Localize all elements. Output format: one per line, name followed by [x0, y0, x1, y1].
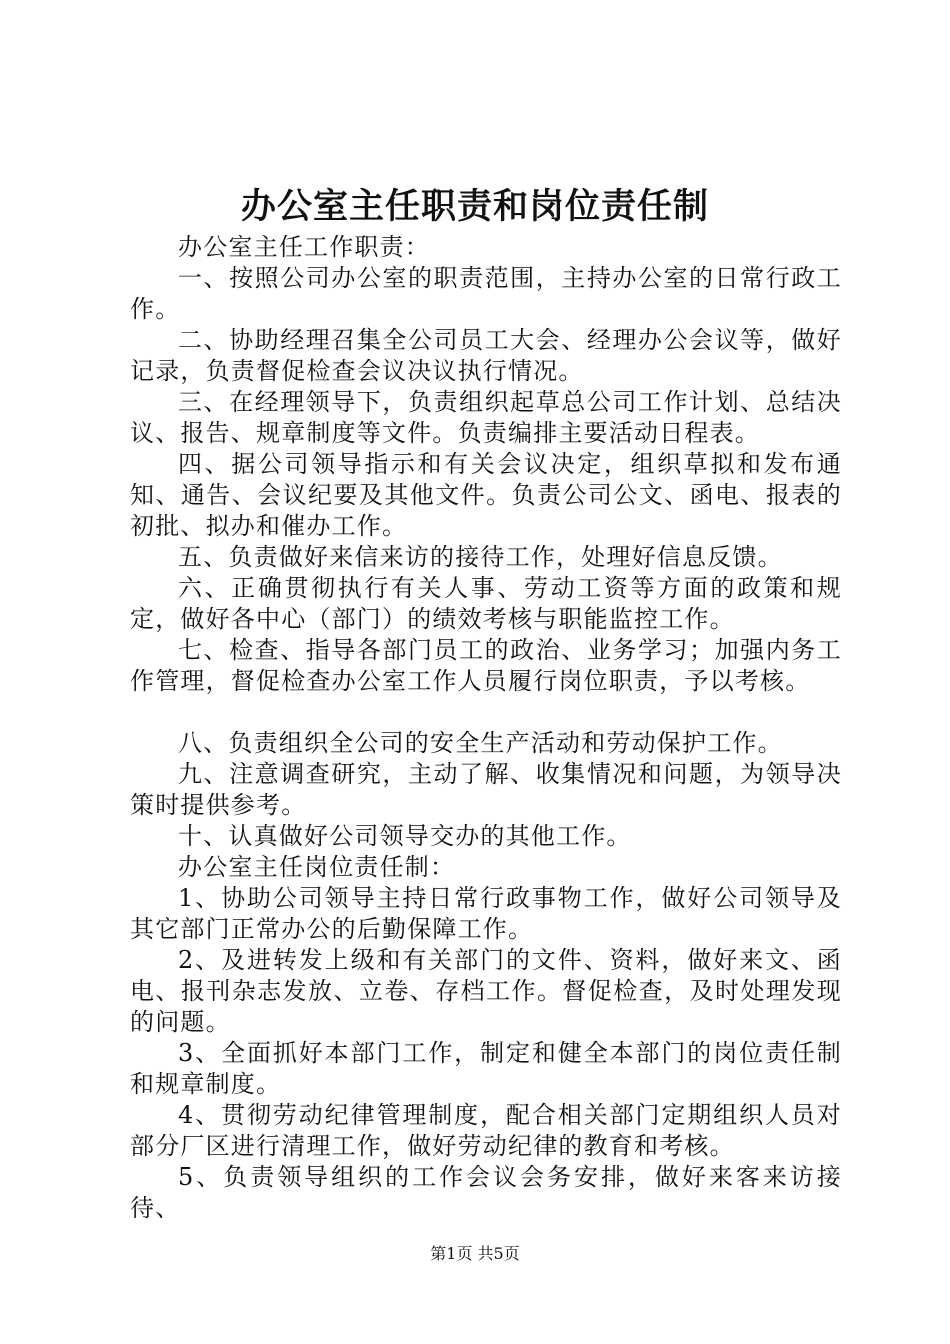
paragraph: 2、及进转发上级和有关部门的文件、资料，做好来文、函电、报刊杂志发放、立卷、存档工作。督促检查，及时处理发现的问题。 — [130, 946, 842, 1036]
paragraph: 四、据公司领导指示和有关会议决定，组织草拟和发布通知、通告、会议纪要及其他文件。负责公司公文、函电、报表的初批、拟办和催办工作。 — [130, 450, 842, 540]
paragraph: 办公室主任岗位责任制： — [178, 853, 456, 881]
document-title: 办公室主任职责和岗位责任制 — [240, 186, 709, 227]
paragraph: 八、负责组织全公司的安全生产活动和劳动保护工作。 — [178, 729, 783, 757]
paragraph: 二、协助经理召集全公司员工大会、经理办公会议等，做好记录，负责督促检查会议决议执行情况。 — [130, 326, 842, 385]
paragraph: 七、检查、指导各部门员工的政治、业务学习；加强内务工作管理，督促检查办公室工作人员履行岗位职责，予以考核。 — [130, 636, 842, 695]
paragraph: 5、负责领导组织的工作会议会务安排，做好来客来访接待、 — [130, 1163, 842, 1222]
paragraph: 4、贯彻劳动纪律管理制度，配合相关部门定期组织人员对部分厂区进行清理工作，做好劳动纪律的教育和考核。 — [130, 1101, 842, 1160]
paragraph: 十、认真做好公司领导交办的其他工作。 — [178, 822, 632, 850]
paragraph: 3、全面抓好本部门工作，制定和健全本部门的岗位责任制和规章制度。 — [130, 1039, 842, 1098]
paragraph: 六、正确贯彻执行有关人事、劳动工资等方面的政策和规定，做好各中心（部门）的绩效考核与职能监控工作。 — [130, 574, 842, 633]
document-body — [130, 232, 842, 1224]
paragraph: 办公室主任工作职责： — [178, 233, 430, 261]
paragraph: 九、注意调查研究，主动了解、收集情况和问题，为领导决策时提供参考。 — [130, 760, 842, 819]
paragraph: 1、协助公司领导主持日常行政事物工作，做好公司领导及其它部门正常办公的后勤保障工作。 — [130, 884, 842, 943]
paragraph: 一、按照公司办公室的职责范围，主持办公室的日常行政工作。 — [130, 264, 842, 323]
page-footer: 第1页 共5页 — [430, 1244, 520, 1263]
paragraph: 三、在经理领导下，负责组织起草总公司工作计划、总结决议、报告、规章制度等文件。负责编排主要活动日程表。 — [130, 388, 842, 447]
paragraph: 五、负责做好来信来访的接待工作，处理好信息反馈。 — [178, 543, 783, 571]
